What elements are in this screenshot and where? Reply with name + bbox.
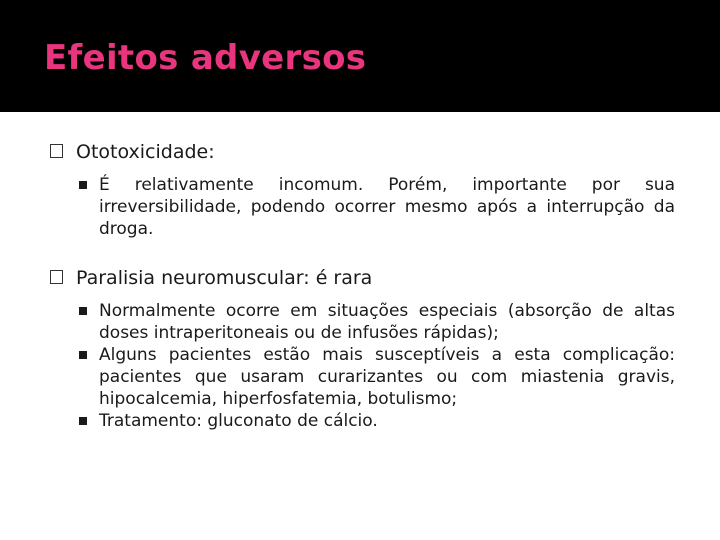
title-bar [0,0,720,112]
square-bullet-icon [79,351,87,359]
square-bullet-icon [79,417,87,425]
sub-bullet-list [50,174,675,240]
bullet-label: Paralisia neuromuscular: é rara [76,267,373,289]
sub-bullet-item [50,410,675,432]
sub-bullet-item [50,300,675,344]
bullet-item [50,140,675,164]
sub-bullet-item [50,344,675,410]
square-bullet-icon [79,181,87,189]
checkbox-bullet-icon [50,270,63,284]
checkbox-bullet-icon [50,144,63,158]
slide-content [50,140,675,432]
bullet-label: Ototoxicidade: [76,141,215,163]
bullet-item [50,266,675,290]
sub-bullet-text: Tratamento: gluconato de cálcio. [99,411,378,431]
sub-bullet-list [50,300,675,432]
sub-bullet-item [50,174,675,240]
sub-bullet-text: Alguns pacientes estão mais susceptíveis a esta complicação: pacientes que usaram curarizantes ou com miastenia gravis, hipocalcemia, hiperfosfatemia, botulismo; [99,345,675,409]
square-bullet-icon [79,307,87,315]
sub-bullet-text: É relativamente incomum. Porém, importante por sua irreversibilidade, podendo ocorrer mesmo após a interrupção da droga. [99,175,675,239]
sub-bullet-text: Normalmente ocorre em situações especiais (absorção de altas doses intraperitoneais ou de infusões rápidas); [99,301,675,343]
page-title: Efeitos adversos [44,38,367,78]
